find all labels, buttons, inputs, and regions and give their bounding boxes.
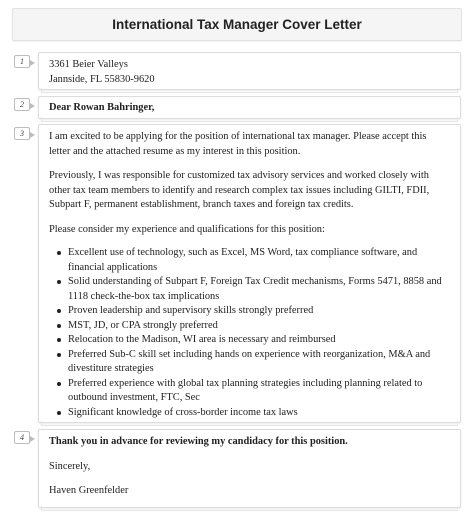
section-number-2: 2 [14,98,30,111]
list-item: Excellent use of technology, such as Excel, MS Word, tax compliance software, and financial applications [68,246,448,275]
address-line-2: Jannside, FL 55830-9620 [49,73,155,85]
closing-thanks: Thank you in advance for reviewing my candidacy for this position. [49,436,348,447]
list-item: Preferred experience with global tax planning strategies including planning related to outbound investment, FTC, Sec [68,377,448,406]
list-item: Solid understanding of Subpart F, Foreign Tax Credit mechanisms, Forms 5471, 8858 and 1118 check-the-box tax implications [68,275,448,304]
list-item: MST, JD, or CPA strongly preferred [68,319,448,334]
list-item: Relocation to the Madison, WI area is necessary and reimbursed [68,333,448,348]
salutation: Dear Rowan Bahringer, [49,102,155,113]
section-number-3: 3 [14,127,30,140]
salutation-section [38,96,461,119]
consider-paragraph: Please consider my experience and qualifications for this position: [49,223,325,235]
intro-paragraph: I am excited to be applying for the position of international tax manager. Please accept this letter and the attached resume as my interest in this position. [49,131,427,157]
list-item: Proven leadership and supervisory skills strongly preferred [68,304,448,319]
address-line-1: 3361 Beier Valleys [49,59,128,70]
qualifications-list [49,246,448,420]
closing-section [38,429,461,508]
closing-signoff: Sincerely, [49,460,91,472]
section-number-4: 4 [14,431,30,444]
body-section [38,124,461,423]
page-title: International Tax Manager Cover Letter [12,8,462,41]
signature-name: Haven Greenfelder [49,485,129,496]
list-item: Significant knowledge of cross-border income tax laws [68,406,448,421]
section-number-1: 1 [14,55,30,68]
address-section [38,52,461,90]
list-item: Preferred Sub-C skill set including hands on experience with reorganization, M&A and divestiture strategies [68,348,448,377]
experience-paragraph: Previously, I was responsible for customized tax advisory services and worked closely with other tax team members to identify and research complex tax issues including GILTI, FDII, Subpart F, permanent establishment, branch taxes and foreign tax credits. [49,170,430,210]
